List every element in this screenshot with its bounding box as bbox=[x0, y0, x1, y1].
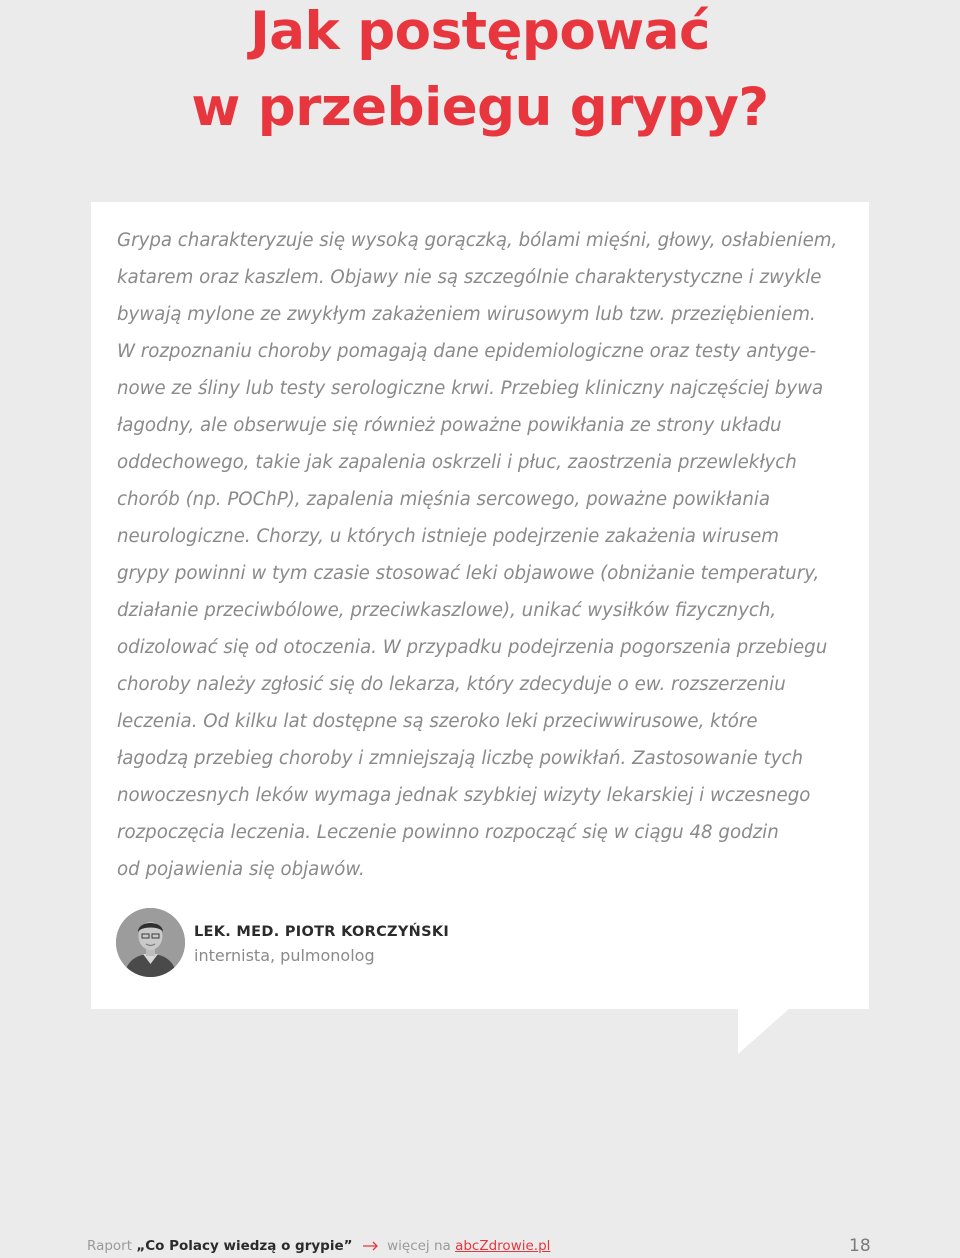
author-photo-icon bbox=[116, 908, 185, 977]
page-number: 18 bbox=[849, 1236, 871, 1256]
quote-text bbox=[117, 222, 852, 888]
quote-line: Grypa charakteryzuje się wysoką gorączką, bólami mięśni, głowy, osłabieniem, bbox=[117, 230, 838, 251]
quote-line: choroby należy zgłosić się do lekarza, który zdecyduje o ew. rozszerzeniu bbox=[117, 674, 786, 695]
quote-line: działanie przeciwbólowe, przeciwkaszlowe), unikać wysiłków fizycznych, bbox=[117, 600, 777, 621]
quote-line: nowe ze śliny lub testy serologiczne krwi. Przebieg kliniczny najczęściej bywa bbox=[117, 378, 824, 399]
quote-line: łagodzą przebieg choroby i zmniejszają liczbę powikłań. Zastosowanie tych bbox=[117, 748, 804, 769]
quote-line: oddechowego, takie jak zapalenia oskrzeli i płuc, zaostrzenia przewlekłych bbox=[117, 452, 797, 473]
quote-line: neurologiczne. Chorzy, u których istnieje podejrzenie zakażenia wirusem bbox=[117, 526, 779, 547]
page-title-line-1: Jak postępować bbox=[250, 1, 710, 62]
quote-line: łagodny, ale obserwuje się również poważne powikłania ze strony układu bbox=[117, 415, 782, 436]
footer-site-link[interactable]: abcZdrowie.pl bbox=[455, 1238, 551, 1254]
arrow-right-icon bbox=[363, 1241, 379, 1251]
footer-report-title: „Co Polacy wiedzą o grypie” bbox=[136, 1238, 353, 1254]
author-avatar bbox=[116, 908, 185, 977]
footer bbox=[87, 1238, 550, 1254]
quote-line: chorób (np. POChP), zapalenia mięśnia sercowego, poważne powikłania bbox=[117, 489, 771, 510]
footer-more-label: więcej na bbox=[387, 1238, 451, 1254]
author-name: LEK. MED. PIOTR KORCZYŃSKI bbox=[194, 924, 450, 940]
quote-line: katarem oraz kaszlem. Objawy nie są szczególnie charakterystyczne i zwykle bbox=[117, 267, 822, 288]
page-title-line-2: w przebiegu grypy? bbox=[191, 77, 769, 138]
quote-line: od pojawienia się objawów. bbox=[117, 859, 365, 880]
page-title bbox=[0, 0, 960, 146]
author-role: internista, pulmonolog bbox=[194, 946, 375, 965]
quote-card-tail bbox=[738, 1008, 790, 1054]
quote-line: leczenia. Od kilku lat dostępne są szeroko leki przeciwwirusowe, które bbox=[117, 711, 758, 732]
quote-line: rozpoczęcia leczenia. Leczenie powinno rozpocząć się w ciągu 48 godzin bbox=[117, 822, 779, 843]
quote-line: odizolować się od otoczenia. W przypadku podejrzenia pogorszenia przebiegu bbox=[117, 637, 828, 658]
quote-line: grypy powinni w tym czasie stosować leki objawowe (obniżanie temperatury, bbox=[117, 563, 820, 584]
quote-line: W rozpoznaniu choroby pomagają dane epidemiologiczne oraz testy antyge- bbox=[117, 341, 817, 362]
quote-line: nowoczesnych leków wymaga jednak szybkiej wizyty lekarskiej i wczesnego bbox=[117, 785, 811, 806]
footer-prefix: Raport bbox=[87, 1238, 133, 1254]
quote-line: bywają mylone ze zwykłym zakażeniem wirusowym lub tzw. przeziębieniem. bbox=[117, 304, 816, 325]
